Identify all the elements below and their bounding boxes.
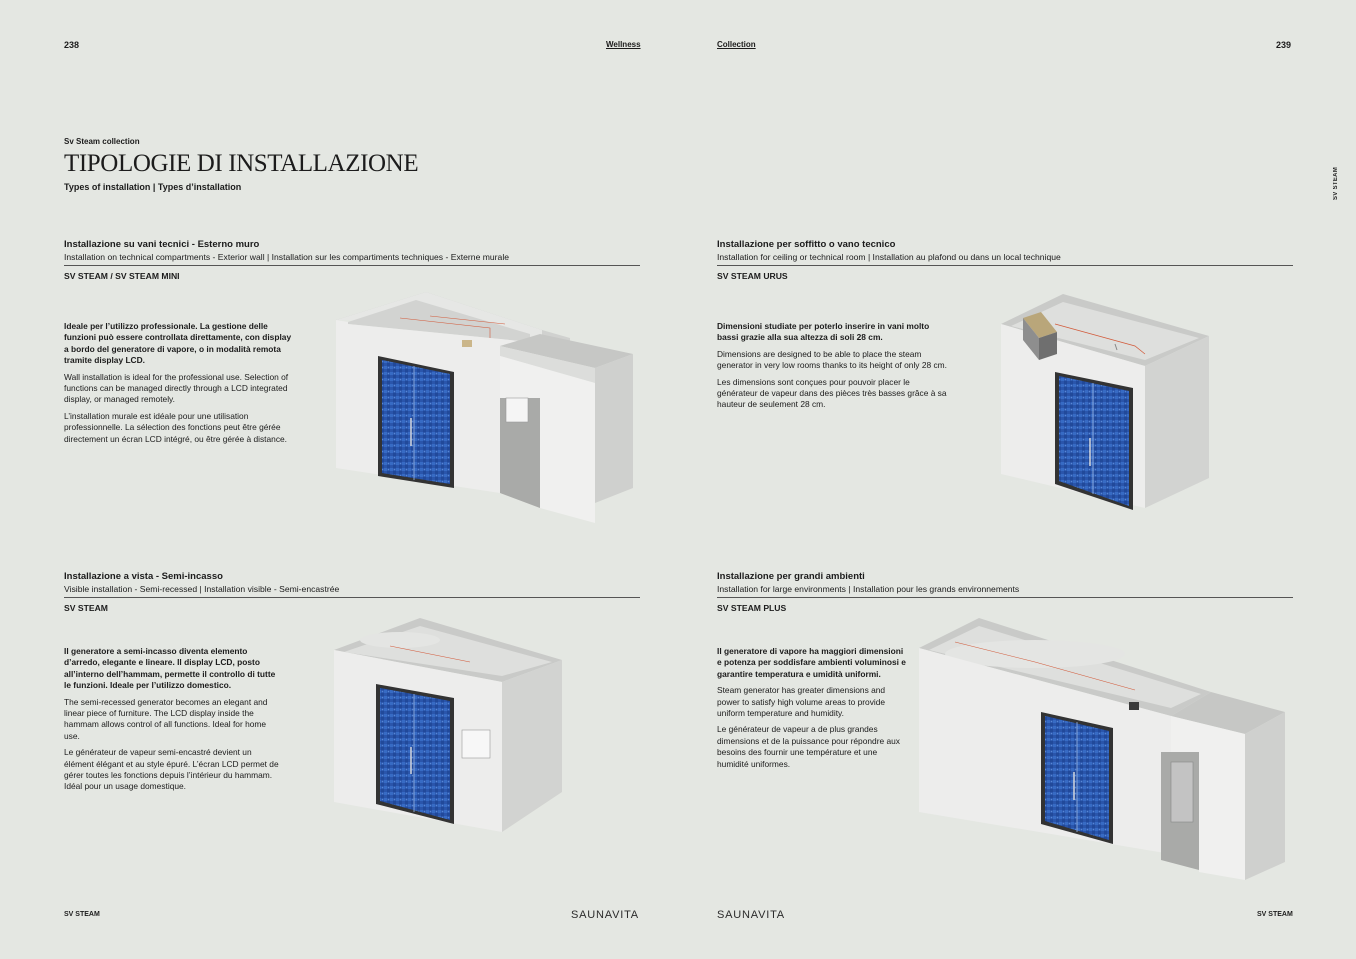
section-subtitle: Installation for large environments | Installation pour les grands environnements [717,583,1293,598]
text-italian: Il generatore a semi-incasso diventa elemento d’arredo, elegante e lineare. Il display LCD, posto all’interno dell’hammam, permette il controllo di tutte le funzioni. Ideale per l’utilizzo domestico. [64,646,276,691]
text-french: Le générateur de vapeur semi-encastré devient un élément élégant et au style épuré. L’écran LCD permet de gérer toutes les fonctions depuis l’intérieur du hammam. Idéal pour un usage domestique. [64,747,279,792]
section-model: SV STEAM / SV STEAM MINI [64,271,180,281]
brand-logo-left: SAUNAVITA [571,909,639,921]
section-large-environments [717,570,1293,614]
side-label: SV STEAM [1333,166,1339,200]
collection-link[interactable]: Collection [717,40,756,49]
section-semi-recessed [64,570,640,614]
text-italian: Il generatore di vapore ha maggiori dimensioni e potenza per soddisfare ambienti voluminosi e garantire temperatura e umidità uniformi. [717,646,906,679]
section-subtitle: Installation for ceiling or technical room | Installation au plafond ou dans un local technique [717,251,1293,266]
section-ceiling [717,238,1293,282]
section-model: SV STEAM URUS [717,271,788,281]
collection-kicker: Sv Steam collection [64,137,140,146]
section-exterior-wall [64,238,640,282]
text-english: The semi-recessed generator becomes an elegant and linear piece of furniture. The LCD display inside the hammam allows control of all functions. Ideal for home use. [64,696,268,741]
text-english: Wall installation is ideal for the professional use. Selection of functions can be managed directly through a LCD integrated display, or managed remotely. [64,371,289,405]
text-english: Dimensions are designed to be able to place the steam generator in very low rooms thanks to its height of only 28 cm. [717,348,947,371]
section-title: Installazione per soffitto o vano tecnico [717,239,896,250]
text-french: Le générateur de vapeur a de plus grandes dimensions et de la puissance pour répondre aux besoins des fournir une température et une humidité uniformes. [717,724,900,769]
page-number-left: 238 [64,40,80,50]
page-number-right: 239 [1276,40,1292,50]
cabin-illustration-exterior-wall [330,288,640,528]
section-subtitle: Visible installation - Semi-recessed | Installation visible - Semi-encastrée [64,583,640,598]
cabin-illustration-large-environments [915,612,1291,884]
text-italian: Ideale per l’utilizzo professionale. La gestione delle funzioni può essere controllata direttamente, con display a bordo del generatore di vapore, o in modalità remota tramite display LCD. [64,321,292,366]
section-title: Installazione a vista - Semi-incasso [64,571,223,582]
section-title: Installazione su vani tecnici - Esterno muro [64,239,260,250]
footer-model-left: SV STEAM [64,911,100,918]
text-italian: Dimensioni studiate per poterlo inserire in vani molto bassi grazie alla sua altezza di soli 28 cm. [717,321,930,343]
cabin-illustration-ceiling [995,288,1215,513]
text-french: Les dimensions sont conçues pour pouvoir placer le générateur de vapeur dans des pièces très basses grâce à sa hauteur de seulement 28 cm. [717,376,947,410]
text-french: L’installation murale est idéale pour une utilisation professionnelle. La sélection des fonctions peut être gérée directement un écran LCD intégré, ou être gérée à distance. [64,410,287,444]
section-text [717,646,907,775]
section-text [64,646,279,798]
footer-model-right: SV STEAM [1257,911,1293,918]
brand-logo-right: SAUNAVITA [717,909,785,921]
page-title: TIPOLOGIE DI INSTALLAZIONE [64,150,419,177]
section-text [64,321,294,450]
text-english: Steam generator has greater dimensions and power to satisfy high volume areas to provide uniform temperature and humidity. [717,685,886,719]
section-title: Installazione per grandi ambienti [717,571,865,582]
section-model: SV STEAM [64,603,108,613]
section-subtitle: Installation on technical compartments - Exterior wall | Installation sur les compartiments techniques - Externe murale [64,251,640,266]
section-text [717,321,947,416]
section-model: SV STEAM PLUS [717,603,787,613]
page-subtitle: Types of installation | Types d’installation [64,182,242,192]
wellness-link[interactable]: Wellness [606,40,641,49]
cabin-illustration-semi-recessed [330,612,570,837]
